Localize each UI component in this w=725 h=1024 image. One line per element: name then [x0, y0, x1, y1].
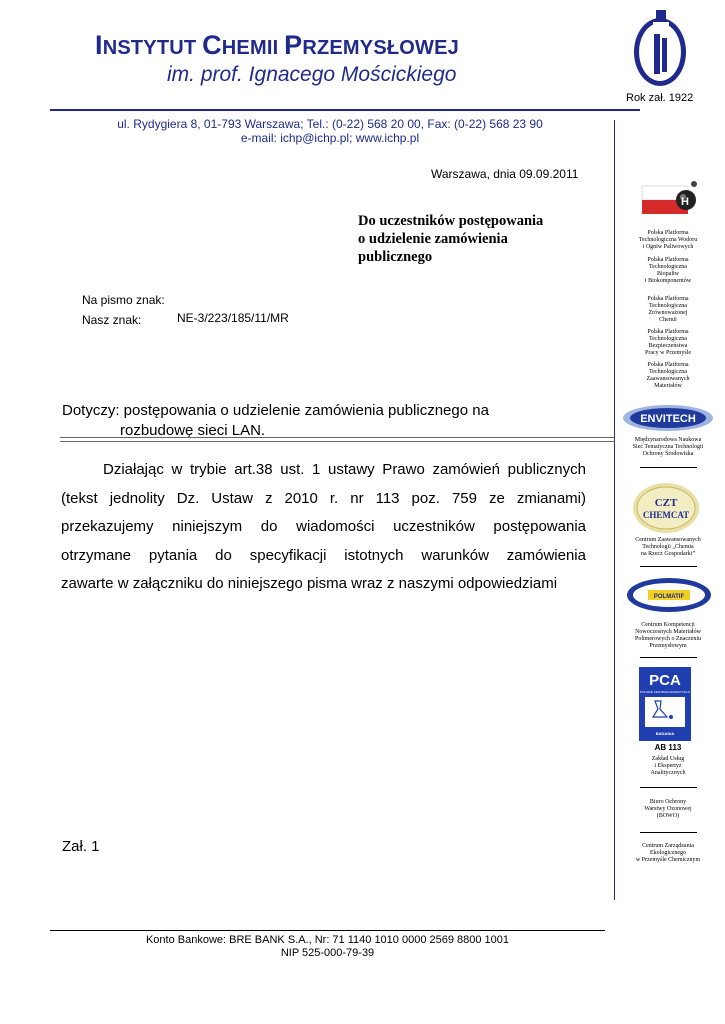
chemcat-logo-text: CHEMCAT [642, 510, 690, 520]
title-initial: P [284, 30, 303, 60]
sidebar-separator [640, 787, 697, 788]
caption-line: Centrum Zaawansowanych [635, 537, 701, 543]
envitech-logo [622, 404, 714, 432]
caption-line: na Rzecz Gospodarki” [641, 551, 695, 557]
polmatif-logo-text: POLMATIF [653, 594, 685, 600]
caption-line: Zrównoważonej [648, 310, 688, 316]
subject-line: Dotyczy: postępowania o udzielenie zamówienia publicznego na [62, 402, 489, 419]
czt-caption [622, 537, 714, 558]
subject [62, 401, 489, 441]
reference-number: NE-3/223/185/11/MR [177, 311, 289, 325]
czeko-caption [622, 843, 714, 864]
sidebar-separator [640, 657, 697, 658]
body-line: Działając w trybie art.38 ust. 1 ustawy Prawo zamówień publicznych [103, 461, 586, 478]
czt-chemcat-logo [632, 482, 700, 534]
letter-date: Warszawa, dnia 09.09.2011 [431, 167, 579, 181]
letter-body [61, 456, 586, 599]
caption-line: Polska Platforma [647, 362, 689, 368]
polmatif-caption [622, 622, 714, 650]
caption-line: Chemii [659, 317, 677, 323]
sidebar-rule [614, 120, 615, 900]
footer-rule [50, 930, 605, 931]
caption-line: Technologii „Chemia [642, 544, 694, 550]
caption-line: Technologiczna [649, 303, 687, 309]
caption-line: Analitycznych [650, 770, 686, 776]
caption-line: Polska Platforma [647, 329, 689, 335]
pca-badanie-text: BADANIA [655, 731, 675, 736]
pca-caption [622, 756, 714, 777]
subject-line: rozbudowę sieci LAN. [120, 422, 266, 439]
caption-line: Biopaliw [657, 271, 679, 277]
caption-line: Pracy w Przemyśle [645, 350, 691, 356]
svg-text:H: H [681, 196, 689, 208]
title-initial: I [95, 30, 103, 60]
caption-line: Ekologicznego [650, 850, 686, 856]
body-line: zawarte w załączniku do niniejszego pisma wraz z naszymi odpowiedziami [61, 575, 558, 592]
institute-patron: im. prof. Ignacego Mościckiego [167, 63, 457, 86]
caption-line: Centrum Kompetencji [641, 622, 695, 628]
caption-line: Materiałów [654, 383, 682, 389]
caption-line: Ochrony Środowiska [642, 451, 694, 457]
caption-line: Polimerowych o Znaczeniu [635, 636, 701, 642]
title-rest: RZEMYSŁOWEJ [302, 37, 459, 59]
bank-account: Konto Bankowe: BRE BANK S.A., Nr: 71 1140 1010 0000 2569 8800 1001 [145, 934, 510, 946]
caption-line: i Ekspertyz [654, 763, 682, 769]
body-line: przekazujemy niniejszym do wiadomości uczestników postępowania [61, 518, 586, 535]
platform-sustainable-chemistry [622, 296, 714, 324]
czt-logo-text: CZT [654, 497, 678, 509]
pca-sub-text: POLSKIE CENTRUM AKREDYTACJI [640, 690, 690, 694]
caption-line: Technologiczna Wodoru [638, 237, 698, 243]
body-line: otrzymane pytania do specyfikacji istotnych warunków zamówienia [61, 546, 586, 564]
caption-line: Polska Platforma [647, 296, 689, 302]
caption-line: Polska Platforma [647, 230, 689, 236]
caption-line: Nowoczesnych Materiałów [635, 629, 701, 635]
caption-line: Technologiczna [649, 336, 687, 342]
tax-id: NIP 525-000-79-39 [280, 947, 375, 959]
title-initial: C [202, 30, 222, 60]
recipient-line: Do uczestników postępowania [358, 213, 544, 229]
caption-line: Zaawansowanych [646, 376, 690, 382]
bowo-caption [622, 799, 714, 820]
founded-year: Rok zał. 1922 [626, 92, 694, 104]
recipient-line: publicznego [358, 249, 433, 265]
caption-line: Bezpieczeństwa [648, 343, 688, 349]
reference-label-theirs: Na pismo znak: [82, 293, 165, 307]
hydrogen-platform-logo [640, 178, 700, 220]
caption-line: Warstwy Ozonowej [644, 806, 692, 812]
envitech-caption [622, 437, 714, 458]
polmatif-logo [626, 577, 712, 613]
caption-line: Międzynarodowa Naukowa [634, 437, 702, 443]
caption-line: i Biokomponentów [644, 278, 692, 284]
recipient-line: o udzielenie zamówienia [358, 231, 508, 247]
header-rule [50, 109, 640, 111]
address-line: ul. Rydygiera 8, 01-793 Warszawa; Tel.: (0-22) 568 20 00, Fax: (0-22) 568 23 90 [117, 117, 543, 131]
pca-logo-text: PCA [649, 672, 681, 689]
title-rest: HEMII [221, 37, 285, 59]
pca-number: AB 113 [654, 743, 682, 752]
attachment-note: Zał. 1 [62, 838, 100, 855]
reference-label-ours: Nasz znak: [82, 313, 142, 327]
caption-line: Sieć Tematyczna Technologii [632, 444, 704, 450]
caption-line: Zakład Usług [651, 756, 685, 762]
platform-biofuels [622, 257, 714, 285]
caption-line: (BOWO) [656, 813, 680, 819]
sidebar-separator [640, 467, 697, 468]
platform-work-safety [622, 329, 714, 357]
caption-line: Biuro Ochrony [649, 799, 687, 805]
institute-name [95, 30, 459, 61]
body-line: (tekst jednolity Dz. Ustaw z 2010 r. nr 113 poz. 759 ze zmianami) [61, 489, 586, 507]
caption-line: Polska Platforma [647, 257, 689, 263]
contact-line: e-mail: ichp@ichp.pl; www.ichp.pl [240, 131, 420, 145]
caption-line: Technologiczna [649, 264, 687, 270]
title-rest: NSTYTUT [102, 37, 203, 59]
envitech-logo-text: ENVITECH [640, 413, 696, 425]
caption-line: i Ogniw Paliwowych [642, 244, 694, 250]
sidebar-separator [640, 566, 697, 567]
caption-line: Technologiczna [649, 369, 687, 375]
platform-advanced-materials [622, 362, 714, 390]
ichp-logo [632, 8, 688, 86]
sidebar-separator [640, 832, 697, 833]
platform-hydrogen [622, 230, 714, 251]
pca-accreditation-logo [639, 667, 691, 741]
caption-line: w Przemyśle Chemicznym [635, 857, 701, 863]
subject-double-rule [60, 437, 615, 442]
recipient-block [358, 212, 598, 266]
caption-line: Przemysłowym [649, 643, 687, 649]
caption-line: Centrum Zarządzania [642, 843, 694, 849]
